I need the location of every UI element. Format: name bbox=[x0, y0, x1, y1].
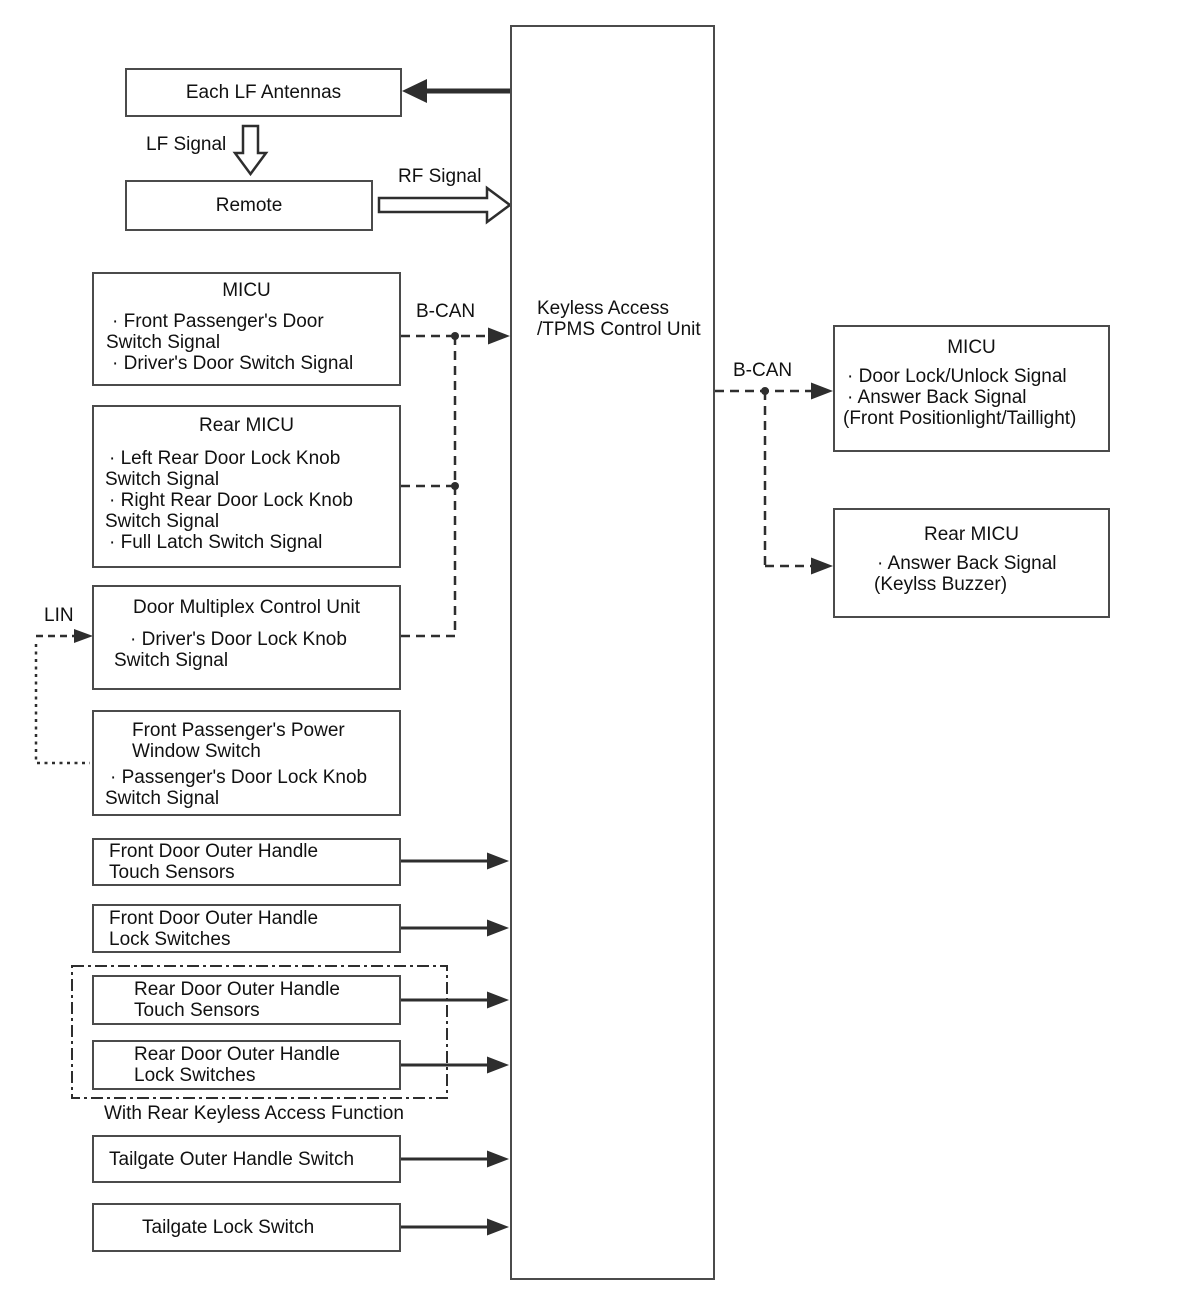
box-title: Rear MICU bbox=[923, 524, 1019, 545]
box-front-passenger-power-window-switch bbox=[92, 710, 401, 816]
box-line: Switch Signal bbox=[106, 332, 221, 353]
box-line: Window Switch bbox=[132, 741, 261, 762]
box-line: Lock Switches bbox=[134, 1065, 256, 1086]
rf-signal-arrow bbox=[379, 188, 510, 222]
box-line: Lock Switches bbox=[109, 928, 231, 950]
box-line: Touch Sensors bbox=[134, 1000, 260, 1021]
box-line: (Keylss Buzzer) bbox=[874, 574, 1008, 595]
box-rear-door-outer-handle-lock-switches bbox=[92, 1040, 401, 1090]
rear-micu-right-connector bbox=[765, 391, 833, 575]
label-rf-signal: RF Signal bbox=[398, 166, 482, 187]
box-line: Switch Signal bbox=[105, 511, 220, 532]
box-title: Remote bbox=[215, 195, 283, 216]
box-micu-left bbox=[92, 272, 401, 386]
tailgate-outer-arrow bbox=[401, 1151, 509, 1168]
rear-lock-arrow bbox=[401, 1057, 509, 1074]
box-line: Rear Door Outer Handle bbox=[134, 1044, 340, 1065]
label-lin: LIN bbox=[44, 605, 74, 626]
rear-micu-connector bbox=[401, 482, 459, 490]
bcan-left-dashed-arrow bbox=[401, 328, 510, 345]
box-remote bbox=[125, 180, 373, 231]
box-line: · Driver's Door Switch Signal bbox=[112, 353, 354, 374]
front-lock-arrow bbox=[401, 920, 509, 937]
box-line: Front Door Outer Handle bbox=[109, 841, 319, 862]
box-line: · Answer Back Signal bbox=[877, 553, 1057, 574]
box-micu-right bbox=[833, 325, 1110, 452]
box-title: Each LF Antennas bbox=[185, 82, 342, 103]
tailgate-lock-arrow bbox=[401, 1219, 509, 1236]
box-line: Front Passenger's Power bbox=[132, 720, 345, 741]
box-front-door-outer-handle-touch-sensors bbox=[92, 838, 401, 886]
lin-arrow bbox=[36, 629, 93, 643]
box-line: Switch Signal bbox=[105, 469, 220, 490]
label-b-can-right: B-CAN bbox=[733, 360, 793, 381]
box-title: Door Multiplex Control Unit bbox=[132, 597, 361, 618]
box-tailgate-outer-handle-switch bbox=[92, 1135, 401, 1183]
box-line: · Front Passenger's Door bbox=[112, 311, 324, 332]
lf-signal-down-arrow bbox=[235, 126, 266, 174]
box-line: Switch Signal bbox=[114, 650, 229, 671]
box-line: Front Door Outer Handle bbox=[109, 907, 319, 929]
box-line: · Answer Back Signal bbox=[847, 387, 1027, 408]
box-keyless-access-tpms-control-unit bbox=[510, 25, 715, 1280]
box-line: Touch Sensors bbox=[109, 862, 235, 883]
box-tailgate-lock-switch bbox=[92, 1203, 401, 1252]
box-line: · Driver's Door Lock Knob bbox=[130, 629, 347, 650]
front-touch-arrow bbox=[401, 853, 509, 870]
box-line: (Front Positionlight/Taillight) bbox=[843, 408, 1077, 429]
box-front-door-outer-handle-lock-switches bbox=[92, 904, 401, 953]
box-line: · Passenger's Door Lock Knob bbox=[110, 767, 368, 788]
box-title: MICU bbox=[222, 280, 271, 301]
box-title: MICU bbox=[947, 337, 996, 358]
control-unit-title-line: Keyless Access bbox=[537, 298, 669, 319]
box-line: Rear Door Outer Handle bbox=[134, 979, 340, 1000]
box-rear-door-outer-handle-touch-sensors bbox=[92, 975, 401, 1025]
box-each-lf-antennas bbox=[125, 68, 402, 117]
box-line: Switch Signal bbox=[105, 788, 220, 809]
lf-antenna-arrow bbox=[402, 79, 510, 103]
rear-touch-arrow bbox=[401, 992, 509, 1009]
box-line: · Right Rear Door Lock Knob bbox=[109, 490, 353, 511]
lin-dotted-connector bbox=[36, 644, 90, 763]
box-rear-micu-right bbox=[833, 508, 1110, 618]
bcan-right-dashed-arrow bbox=[715, 383, 833, 400]
box-title: Tailgate Lock Switch bbox=[142, 1217, 315, 1238]
label-lf-signal: LF Signal bbox=[146, 134, 227, 155]
box-line: · Full Latch Switch Signal bbox=[109, 532, 323, 553]
box-title: Tailgate Outer Handle Switch bbox=[109, 1148, 355, 1170]
box-rear-micu-left bbox=[92, 405, 401, 568]
control-unit-title-line: /TPMS Control Unit bbox=[537, 319, 701, 340]
label-rear-group-caption: With Rear Keyless Access Function bbox=[104, 1103, 404, 1124]
box-door-multiplex-control-unit bbox=[92, 585, 401, 690]
box-line: · Left Rear Door Lock Knob bbox=[109, 448, 341, 469]
box-line: · Door Lock/Unlock Signal bbox=[847, 366, 1067, 387]
box-title: Rear MICU bbox=[198, 415, 294, 436]
label-b-can-left: B-CAN bbox=[416, 301, 476, 322]
